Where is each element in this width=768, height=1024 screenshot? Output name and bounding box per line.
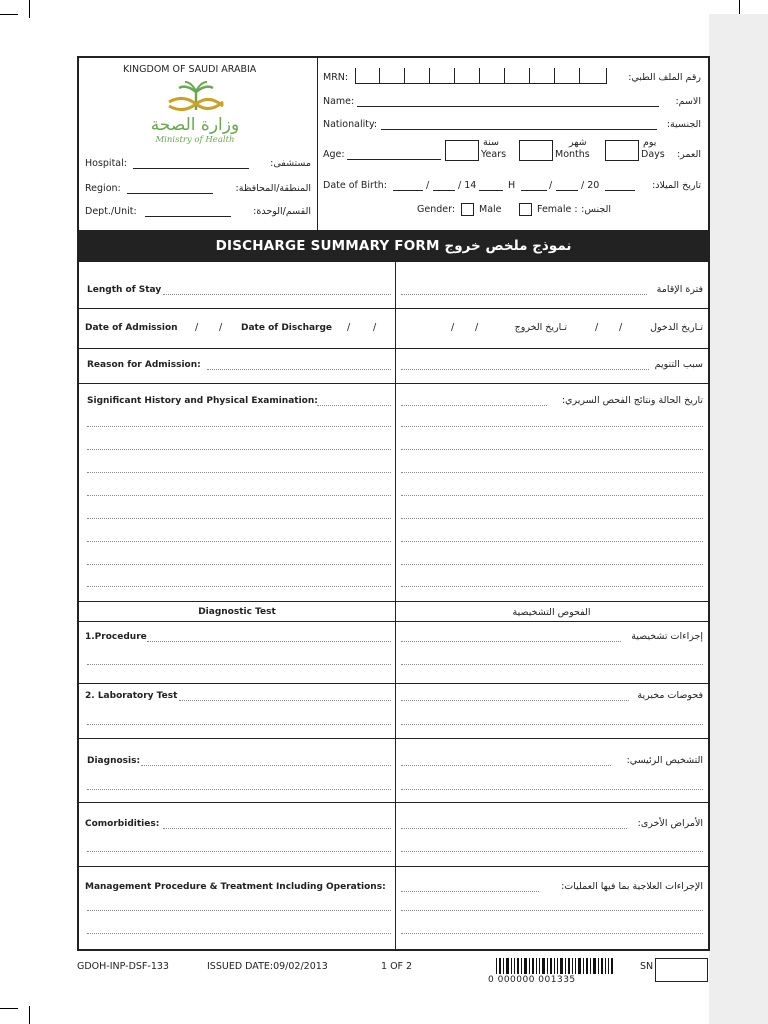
history-line[interactable] [87,541,391,542]
history-line[interactable] [401,541,703,542]
mrn-field[interactable] [355,68,607,84]
dob-year-hijri-field[interactable] [479,190,503,191]
date-slash: / [347,322,351,333]
diagnosis-line[interactable] [401,789,703,790]
history-line[interactable] [87,518,391,519]
history-line[interactable] [401,564,703,565]
history-line[interactable] [87,586,391,587]
comorbidities-line[interactable] [87,851,391,852]
dob-month-greg-field[interactable] [556,190,578,191]
body-divider-top [395,262,396,597]
dob-hijri-marker: H [508,180,516,191]
name-field[interactable] [357,106,659,107]
procedure-line[interactable] [87,664,391,665]
history-line[interactable] [401,449,703,450]
management-field-ar[interactable] [401,891,539,892]
days-box[interactable] [605,140,639,161]
length-of-stay-field[interactable] [163,294,391,295]
country-label: KINGDOM OF SAUDI ARABIA [123,64,257,75]
days-label-ar: يوم [643,137,657,148]
ministry-name-english: Ministry of Health [155,135,235,145]
comorbidities-field[interactable] [163,828,391,829]
length-of-stay-label: Length of Stay [87,285,162,295]
diagnosis-field[interactable] [141,765,391,766]
comorbidities-line[interactable] [401,851,703,852]
form-code: GDOH-INP-DSF-133 [77,961,169,972]
length-of-stay-field-ar[interactable] [401,294,647,295]
diagnostic-test-heading-ar: الفحوص التشخيصية [512,607,591,618]
crop-mark [0,1008,18,1009]
hospital-label: Hospital: [85,158,127,169]
management-line[interactable] [87,933,391,934]
name-label: Name: [323,96,355,107]
sn-label: SN [640,961,654,972]
date-slash: / [195,322,199,333]
years-label: Years [481,149,507,160]
date-slash: / [373,322,377,333]
male-checkbox[interactable] [461,203,474,216]
mrn-label: MRN: [323,72,349,83]
admission-date-label: Date of Admission [85,323,178,333]
procedure-line[interactable] [401,664,703,665]
management-line[interactable] [401,933,703,934]
laboratory-test-label: 2. Laboratory Test [85,691,178,701]
female-checkbox[interactable] [519,203,532,216]
history-field[interactable] [317,405,391,406]
comorbidities-label-ar: الأمراض الأخرى: [637,818,703,829]
dob-year-prefix-greg: / 20 [581,180,600,191]
page-number: 1 OF 2 [381,961,413,972]
reason-label-ar: سبب التنويم [654,359,703,370]
years-label-ar: سنة [483,137,499,148]
history-line[interactable] [401,472,703,473]
date-slash: / [451,322,455,333]
crop-mark [29,0,30,18]
reason-label: Reason for Admission: [87,360,201,370]
ministry-palm-logo-icon [161,80,231,114]
nationality-label: Nationality: [323,119,378,130]
dob-label: Date of Birth: [323,180,387,191]
crop-mark [29,1006,30,1024]
gender-label-ar: الجنس: [581,204,611,215]
laboratory-line[interactable] [401,724,703,725]
dept-label: Dept./Unit: [85,206,137,217]
diagnosis-line[interactable] [87,789,391,790]
days-label: Days [641,149,665,160]
management-line[interactable] [401,910,703,911]
history-line[interactable] [401,586,703,587]
procedure-label-ar: إجراءات تشخيصية [631,631,703,642]
hospital-field[interactable] [133,168,249,169]
history-line[interactable] [401,426,703,427]
procedure-label: 1.Procedure [85,632,147,642]
dob-year-greg-field[interactable] [605,190,635,191]
history-line[interactable] [87,472,391,473]
female-label: Female : [537,204,578,215]
history-line[interactable] [87,426,391,427]
management-line[interactable] [87,910,391,911]
laboratory-test-field[interactable] [179,700,391,701]
form-title-bar: DISCHARGE SUMMARY FORM نموذج ملخص خروج [79,230,708,262]
nationality-label-ar: الجنسية: [666,119,701,130]
mrn-label-ar: رقم الملف الطبي: [628,72,701,83]
diagnostic-test-heading: Diagnostic Test [198,607,276,617]
months-label-ar: شهر [569,137,587,148]
issued-date: ISSUED DATE:09/02/2013 [207,961,328,972]
laboratory-test-label-ar: فحوصات مخبرية [637,690,703,701]
dob-separator-greg: / [549,180,553,191]
region-label: Region: [85,183,121,194]
management-label: Management Procedure & Treatment Including Operations: [85,882,386,892]
dob-label-ar: تاريخ الميلاد: [652,180,701,191]
age-label-ar: العمر: [676,149,701,160]
comorbidities-field-ar[interactable] [401,828,627,829]
management-label-ar: الإجراءات العلاجية بما فيها العمليات: [561,881,703,892]
date-slash: / [219,322,223,333]
comorbidities-label: Comorbidities: [85,819,160,829]
sn-field[interactable] [655,958,708,982]
admission-date-label-ar: تـاريخ الدخول [650,322,703,333]
history-line[interactable] [401,495,703,496]
date-slash: / [475,322,479,333]
history-line[interactable] [87,449,391,450]
barcode-icon [496,958,614,974]
crop-mark [0,14,18,15]
barcode-number: 0 000000 001335 [488,975,576,985]
name-label-ar: الاسم: [675,96,701,107]
reason-field-ar[interactable] [401,369,649,370]
diagnosis-label-ar: التشخيص الرئيسي: [626,755,703,766]
dob-day-greg-field[interactable] [521,190,547,191]
age-label: Age: [323,149,345,160]
procedure-field-ar[interactable] [401,641,621,642]
laboratory-test-field-ar[interactable] [401,700,629,701]
male-label: Male [479,204,502,215]
ministry-name-arabic: وزارة الصحة [150,115,240,135]
dept-field[interactable] [145,216,231,217]
dob-day-field[interactable] [393,190,423,191]
length-of-stay-label-ar: فترة الإقامة [656,284,703,295]
region-field[interactable] [127,193,213,194]
history-line[interactable] [401,518,703,519]
years-box[interactable] [445,140,479,161]
history-label: Significant History and Physical Examination: [87,396,318,406]
age-field[interactable] [347,159,441,160]
body-divider-bottom [395,597,396,949]
months-box[interactable] [519,140,553,161]
discharge-date-label-ar: تـاريخ الخروج [514,322,567,333]
dob-year-prefix-hijri: / 14 [458,180,477,191]
date-slash: / [619,322,623,333]
history-line[interactable] [87,495,391,496]
hospital-label-ar: مستشفى: [270,158,311,169]
nationality-field[interactable] [381,129,657,130]
procedure-field[interactable] [147,641,391,642]
laboratory-line[interactable] [87,724,391,725]
header-divider [317,58,318,230]
history-line[interactable] [87,564,391,565]
page-margin-strip [709,14,768,1024]
dob-month-field[interactable] [433,190,455,191]
dob-separator: / [426,180,430,191]
diagnosis-label: Diagnosis: [87,756,141,766]
months-label: Months [555,149,590,160]
reason-field[interactable] [207,369,391,370]
discharge-date-label: Date of Discharge [241,323,333,333]
dept-label-ar: القسم/الوحدة: [253,206,311,217]
date-slash: / [595,322,599,333]
region-label-ar: المنطقة/المحافظة: [235,183,311,194]
history-label-ar: تاريخ الحالة ونتائج الفحص السريري: [561,395,703,406]
gender-label: Gender: [417,204,456,215]
discharge-summary-form [77,56,710,951]
diagnosis-field-ar[interactable] [401,765,611,766]
